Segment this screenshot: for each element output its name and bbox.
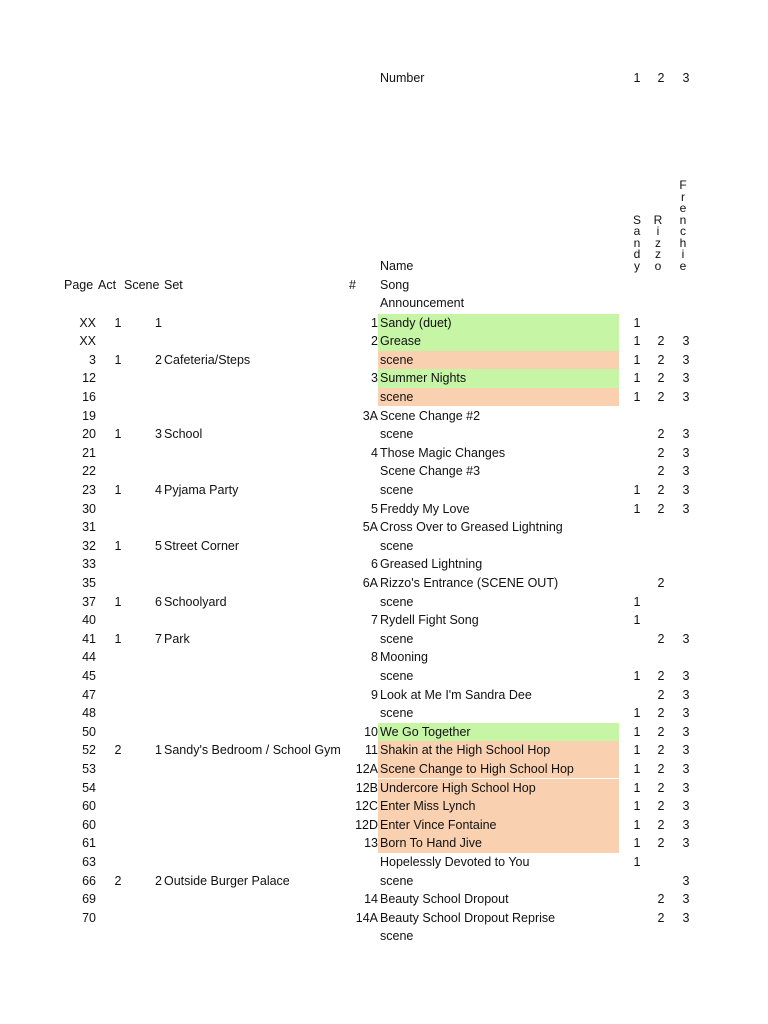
number-cell [336, 351, 378, 369]
frenchie-cell: 3 [682, 724, 690, 739]
name-cell: Rydell Fight Song [380, 613, 479, 628]
character-header-frenchie: F r e n c h i e [679, 178, 687, 273]
page-cell: 60 [82, 799, 96, 814]
frenchie-cell: 3 [682, 687, 690, 702]
character-header-rizzo: R i z z o [653, 212, 663, 273]
name-cell: Undercore High School Hop [380, 780, 536, 795]
rizzo-cell: 2 [657, 817, 665, 832]
hash-label: # [349, 278, 356, 292]
act-cell [112, 518, 124, 536]
number-cell: 3 [371, 371, 378, 386]
frenchie-cell: 3 [682, 873, 690, 888]
sandy-cell: 1 [633, 724, 641, 739]
frenchie-cell: 3 [682, 445, 690, 460]
rizzo-cell: 2 [657, 743, 665, 758]
sandy-cell [631, 686, 643, 704]
act-cell [112, 779, 124, 797]
frenchie-cell: 3 [682, 334, 690, 349]
number-col-3: 3 [682, 71, 690, 85]
frenchie-cell: 3 [682, 706, 690, 721]
frenchie-cell: 3 [682, 482, 690, 497]
name-cell: scene [380, 594, 414, 609]
highlight-orange [378, 351, 619, 370]
page-cell: 44 [82, 650, 96, 665]
number-cell: 12A [355, 761, 378, 776]
frenchie-cell [680, 518, 692, 536]
frenchie-cell [680, 407, 692, 425]
name-cell: Look at Me I'm Sandra Dee [380, 687, 532, 702]
set-cell: School [164, 427, 203, 442]
name-cell: Summer Nights [380, 371, 467, 386]
act-cell [112, 909, 124, 927]
sandy-cell: 1 [633, 799, 641, 814]
name-cell: scene [380, 352, 414, 367]
scene-cell [140, 648, 162, 666]
rizzo-cell [655, 537, 667, 555]
frenchie-cell [680, 574, 692, 592]
page-cell: 32 [82, 538, 96, 553]
act-cell [112, 574, 124, 592]
sandy-cell [631, 425, 643, 443]
scene-cell [140, 834, 162, 852]
act-cell: 2 [114, 873, 122, 888]
rizzo-cell [655, 927, 667, 945]
frenchie-cell: 3 [682, 910, 690, 925]
song-label: Song [380, 278, 410, 292]
rizzo-cell: 2 [657, 724, 665, 739]
page-cell: 53 [82, 761, 96, 776]
frenchie-cell: 3 [682, 352, 690, 367]
number-cell [336, 667, 378, 685]
frenchie-cell: 3 [682, 892, 690, 907]
announcement-label: Announcement [380, 296, 465, 310]
page-label: Page [64, 278, 94, 292]
act-cell [112, 500, 124, 518]
scene-cell [140, 779, 162, 797]
act-cell [112, 686, 124, 704]
number-cell [336, 704, 378, 722]
rizzo-cell: 2 [657, 780, 665, 795]
act-cell [112, 834, 124, 852]
act-cell [112, 555, 124, 573]
sandy-cell: 1 [633, 352, 641, 367]
frenchie-cell: 3 [682, 371, 690, 386]
act-cell [112, 816, 124, 834]
frenchie-cell: 3 [682, 389, 690, 404]
rizzo-cell: 2 [657, 464, 665, 479]
frenchie-cell: 3 [682, 427, 690, 442]
sandy-cell [631, 648, 643, 666]
number-cell [336, 425, 378, 443]
name-cell: Scene Change #2 [380, 408, 481, 423]
number-cell: 4 [371, 445, 378, 460]
name-cell: Born To Hand Jive [380, 836, 482, 851]
set-cell: Street Corner [164, 538, 240, 553]
act-cell [112, 667, 124, 685]
name-label: Name [380, 259, 414, 273]
act-cell: 1 [114, 594, 122, 609]
sandy-cell: 1 [633, 706, 641, 721]
act-cell [112, 407, 124, 425]
rizzo-cell [655, 853, 667, 871]
act-cell [112, 797, 124, 815]
set-cell: Cafeteria/Steps [164, 352, 251, 367]
number-cell: 7 [371, 613, 378, 628]
number-cell: 2 [371, 334, 378, 349]
scene-cell [140, 369, 162, 387]
frenchie-cell: 3 [682, 668, 690, 683]
sandy-cell: 1 [633, 315, 641, 330]
frenchie-cell: 3 [682, 836, 690, 851]
page-cell: XX [79, 315, 96, 330]
rizzo-cell [655, 518, 667, 536]
page-cell: 48 [82, 706, 96, 721]
sandy-cell [631, 462, 643, 480]
frenchie-cell [680, 927, 692, 945]
act-cell [112, 927, 124, 945]
number-cell [336, 593, 378, 611]
name-cell: scene [380, 482, 414, 497]
page-cell: 35 [82, 575, 96, 590]
frenchie-cell: 3 [682, 799, 690, 814]
scene-cell: 1 [155, 315, 162, 330]
character-header-sandy: S a n d y [632, 212, 641, 273]
act-cell [112, 890, 124, 908]
rizzo-cell: 2 [657, 761, 665, 776]
act-cell [112, 853, 124, 871]
name-cell: scene [380, 668, 414, 683]
page-cell: 12 [82, 371, 96, 386]
act-label: Act [98, 278, 117, 292]
rizzo-cell: 2 [657, 482, 665, 497]
frenchie-cell [680, 555, 692, 573]
rizzo-cell: 2 [657, 389, 665, 404]
name-cell: Shakin at the High School Hop [380, 743, 551, 758]
set-cell: Pyjama Party [164, 482, 239, 497]
page-cell: 31 [82, 520, 96, 535]
number-cell: 14 [364, 892, 378, 907]
number-cell [336, 388, 378, 406]
act-cell [112, 444, 124, 462]
frenchie-cell: 3 [682, 631, 690, 646]
name-cell: Cross Over to Greased Lightning [380, 520, 563, 535]
frenchie-cell [680, 314, 692, 332]
page-cell: 63 [82, 854, 96, 869]
number-cell: 8 [371, 650, 378, 665]
act-cell [112, 648, 124, 666]
scene-cell [140, 927, 162, 945]
scene-cell [140, 555, 162, 573]
frenchie-cell: 3 [682, 464, 690, 479]
act-cell [112, 388, 124, 406]
name-cell: Scene Change #3 [380, 464, 481, 479]
rizzo-cell [655, 555, 667, 573]
scene-cell: 3 [155, 427, 162, 442]
rizzo-cell [655, 872, 667, 890]
page-cell: 21 [82, 445, 96, 460]
page-cell: 33 [82, 557, 96, 572]
scene-label: Scene [124, 278, 160, 292]
number-cell: 12D [355, 817, 378, 832]
name-cell: Mooning [380, 650, 428, 665]
page-cell: 41 [82, 631, 96, 646]
scene-cell: 1 [155, 743, 162, 758]
sandy-cell [631, 444, 643, 462]
sandy-cell [631, 927, 643, 945]
frenchie-cell [680, 537, 692, 555]
rizzo-cell: 2 [657, 445, 665, 460]
scene-cell: 7 [155, 631, 162, 646]
sandy-cell: 1 [633, 501, 641, 516]
number-cell: 10 [364, 724, 378, 739]
name-cell: Scene Change to High School Hop [380, 761, 574, 776]
name-cell: Enter Vince Fontaine [380, 817, 497, 832]
scene-cell: 2 [155, 873, 162, 888]
number-cell: 6A [362, 575, 378, 590]
sandy-cell [631, 407, 643, 425]
frenchie-cell: 3 [682, 780, 690, 795]
rizzo-cell: 2 [657, 668, 665, 683]
rizzo-cell [655, 648, 667, 666]
name-cell: Greased Lightning [380, 557, 483, 572]
set-cell: Park [164, 631, 190, 646]
name-cell: Beauty School Dropout Reprise [380, 910, 556, 925]
scene-cell [140, 797, 162, 815]
scene-cell [140, 332, 162, 350]
act-cell: 1 [114, 631, 122, 646]
act-cell [112, 760, 124, 778]
set-cell: Sandy's Bedroom / School Gym [164, 743, 341, 758]
scene-cell [140, 760, 162, 778]
name-cell: Grease [380, 334, 421, 349]
act-cell [112, 462, 124, 480]
page-cell: 52 [82, 743, 96, 758]
scene-cell [140, 909, 162, 927]
act-cell: 2 [114, 743, 122, 758]
number-cell: 12B [355, 780, 378, 795]
sandy-cell: 1 [633, 594, 641, 609]
scene-cell: 2 [155, 352, 162, 367]
number-cell [336, 537, 378, 555]
sandy-cell [631, 537, 643, 555]
page-cell: 23 [82, 482, 96, 497]
number-cell [336, 872, 378, 890]
rizzo-cell [655, 593, 667, 611]
number-cell: 6 [371, 557, 378, 572]
name-cell: scene [380, 538, 414, 553]
sandy-cell: 1 [633, 668, 641, 683]
rizzo-cell: 2 [657, 910, 665, 925]
number-cell: 5A [362, 520, 378, 535]
rizzo-cell: 2 [657, 334, 665, 349]
number-cell [336, 630, 378, 648]
page-cell: 50 [82, 724, 96, 739]
sandy-cell: 1 [633, 371, 641, 386]
number-col-2: 2 [657, 71, 665, 85]
page-cell: 45 [82, 668, 96, 683]
set-cell: Outside Burger Palace [164, 873, 290, 888]
rizzo-cell: 2 [657, 427, 665, 442]
name-cell: Hopelessly Devoted to You [380, 854, 530, 869]
name-cell: scene [380, 929, 414, 944]
page-cell: 61 [82, 836, 96, 851]
act-cell: 1 [114, 482, 122, 497]
scene-cell [140, 518, 162, 536]
sandy-cell: 1 [633, 854, 641, 869]
scene-cell [140, 407, 162, 425]
act-cell [112, 704, 124, 722]
frenchie-cell [680, 611, 692, 629]
page-cell: 69 [82, 892, 96, 907]
rizzo-cell: 2 [657, 892, 665, 907]
number-cell [336, 481, 378, 499]
frenchie-cell: 3 [682, 501, 690, 516]
sandy-cell [631, 872, 643, 890]
page-cell: 70 [82, 910, 96, 925]
page-cell: 19 [82, 408, 96, 423]
scene-cell [140, 723, 162, 741]
scene-cell: 4 [155, 482, 162, 497]
sandy-cell: 1 [633, 836, 641, 851]
frenchie-cell [680, 648, 692, 666]
sandy-cell: 1 [633, 761, 641, 776]
page-cell: 54 [82, 780, 96, 795]
sandy-cell: 1 [633, 334, 641, 349]
sandy-cell [631, 630, 643, 648]
act-cell: 1 [114, 315, 122, 330]
frenchie-cell: 3 [682, 743, 690, 758]
rizzo-cell: 2 [657, 501, 665, 516]
number-cell [336, 927, 378, 945]
scene-cell [140, 853, 162, 871]
page-cell: 20 [82, 427, 96, 442]
act-cell [112, 332, 124, 350]
name-cell: Beauty School Dropout [380, 892, 509, 907]
scene-cell [140, 462, 162, 480]
number-cell: 11 [365, 743, 378, 758]
sandy-cell [631, 909, 643, 927]
sandy-cell [631, 574, 643, 592]
rizzo-cell: 2 [657, 687, 665, 702]
page-cell: 40 [82, 613, 96, 628]
page-cell: 37 [82, 594, 96, 609]
rizzo-cell: 2 [657, 371, 665, 386]
frenchie-cell: 3 [682, 817, 690, 832]
number-cell: 14A [355, 910, 378, 925]
scene-cell [140, 667, 162, 685]
number-cell: 12C [355, 799, 378, 814]
rizzo-cell: 2 [657, 631, 665, 646]
name-cell: Sandy (duet) [380, 315, 452, 330]
scene-cell [140, 816, 162, 834]
scene-cell: 6 [155, 594, 162, 609]
highlight-orange [378, 388, 619, 407]
scene-cell: 5 [155, 538, 162, 553]
frenchie-cell: 3 [682, 761, 690, 776]
sandy-cell [631, 518, 643, 536]
name-cell: Enter Miss Lynch [380, 799, 476, 814]
sandy-cell: 1 [633, 743, 641, 758]
page-cell: 3 [89, 352, 96, 367]
rizzo-cell: 2 [657, 706, 665, 721]
scene-cell [140, 704, 162, 722]
rizzo-cell: 2 [657, 575, 665, 590]
rizzo-cell: 2 [657, 799, 665, 814]
scene-cell [140, 500, 162, 518]
scene-cell [140, 890, 162, 908]
frenchie-cell [680, 853, 692, 871]
page-cell: 30 [82, 501, 96, 516]
rizzo-cell: 2 [657, 352, 665, 367]
scene-cell [140, 388, 162, 406]
page-cell [56, 927, 96, 945]
frenchie-cell [680, 593, 692, 611]
number-cell: 13 [364, 836, 378, 851]
number-cell [336, 853, 378, 871]
name-cell: scene [380, 389, 414, 404]
name-cell: scene [380, 631, 414, 646]
sandy-cell: 1 [633, 817, 641, 832]
number-cell: 5 [371, 501, 378, 516]
number-cell: 3A [362, 408, 378, 423]
name-cell: Those Magic Changes [380, 445, 506, 460]
act-cell: 1 [114, 427, 122, 442]
set-label: Set [164, 278, 183, 292]
sandy-cell: 1 [633, 389, 641, 404]
page-cell: 16 [82, 389, 96, 404]
page-cell: XX [79, 334, 96, 349]
page-cell: 22 [82, 464, 96, 479]
sandy-cell: 1 [633, 482, 641, 497]
sandy-cell [631, 555, 643, 573]
act-cell [112, 369, 124, 387]
rizzo-cell [655, 611, 667, 629]
scene-cell [140, 611, 162, 629]
number-cell: 1 [371, 315, 378, 330]
scene-cell [140, 686, 162, 704]
scene-cell [140, 574, 162, 592]
name-cell: scene [380, 706, 414, 721]
act-cell: 1 [114, 352, 122, 367]
rizzo-cell: 2 [657, 836, 665, 851]
sandy-cell [631, 890, 643, 908]
rizzo-cell [655, 314, 667, 332]
sandy-cell: 1 [633, 780, 641, 795]
page-cell: 47 [82, 687, 96, 702]
name-cell: Rizzo's Entrance (SCENE OUT) [380, 575, 559, 590]
number-cell [336, 462, 378, 480]
number-label: Number [380, 71, 425, 85]
act-cell: 1 [114, 538, 122, 553]
act-cell [112, 611, 124, 629]
act-cell [112, 723, 124, 741]
sandy-cell: 1 [633, 613, 641, 628]
name-cell: scene [380, 873, 414, 888]
number-cell: 9 [371, 687, 378, 702]
rizzo-cell [655, 407, 667, 425]
page-cell: 66 [82, 873, 96, 888]
name-cell: scene [380, 427, 414, 442]
number-col-1: 1 [633, 71, 641, 85]
set-cell: Schoolyard [164, 594, 227, 609]
name-cell: Freddy My Love [380, 501, 470, 516]
name-cell: We Go Together [380, 724, 471, 739]
scene-cell [140, 444, 162, 462]
page-cell: 60 [82, 817, 96, 832]
